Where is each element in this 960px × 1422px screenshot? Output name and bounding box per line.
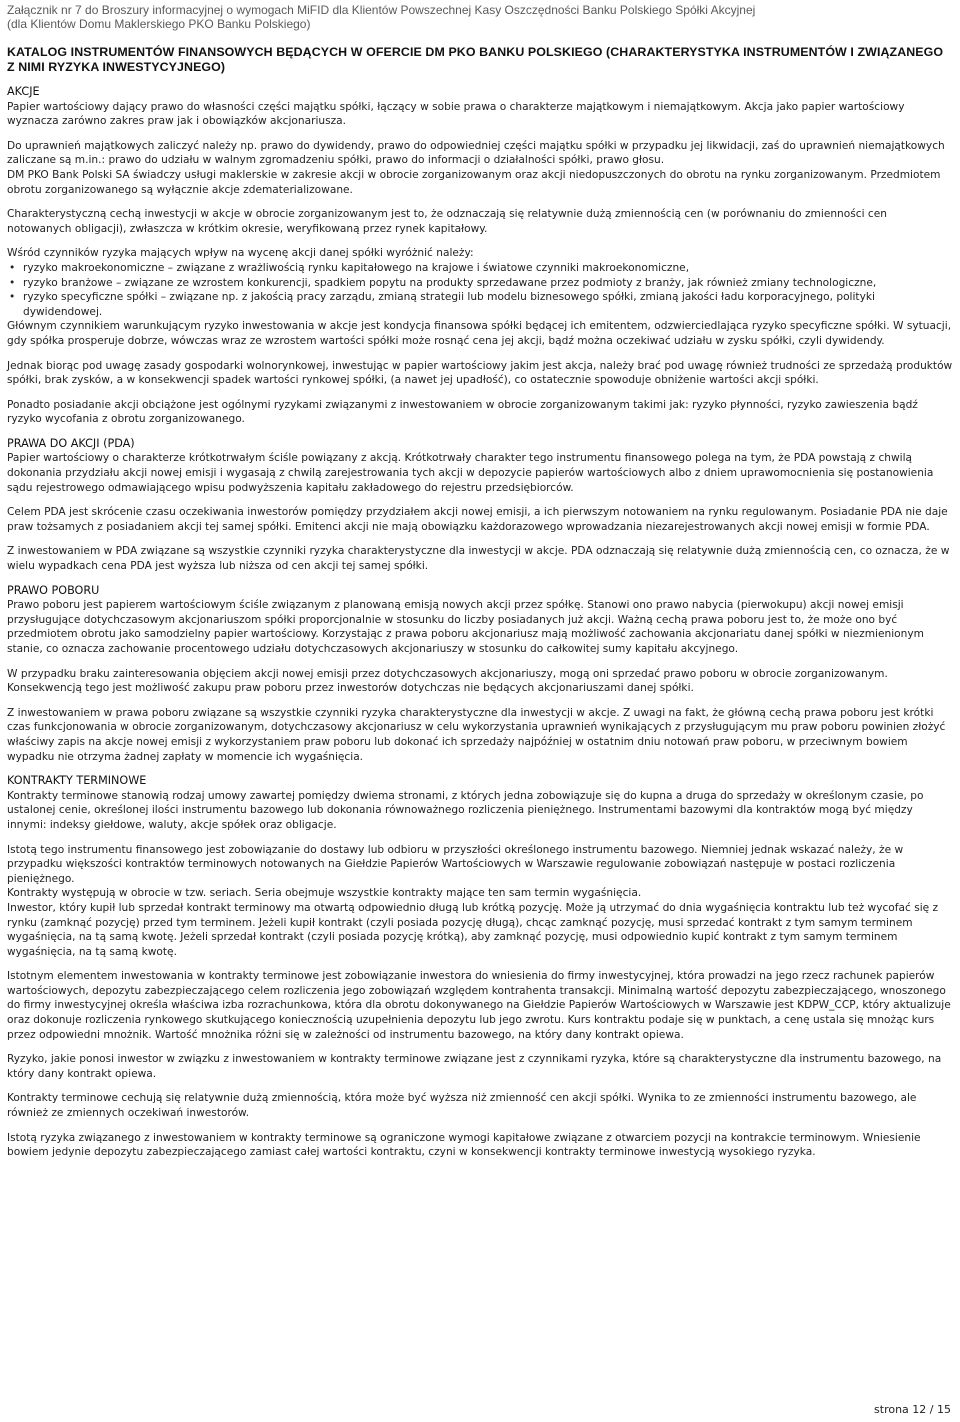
akcje-paragraph-6: Ponadto posiadanie akcji obciążone jest ogólnymi ryzykami związanymi z inwestowaniem w obrocie zorganizowanym takimi jak: ryzyko płynności, ryzyko zawieszenia bądź ryzyko wycofania z obrotu zorganizowanego. <box>7 398 918 426</box>
header-line-2: (dla Klientów Domu Maklerskiego PKO Banku Polskiego) <box>7 17 311 31</box>
kt-paragraph-4: Ryzyko, jakie ponosi inwestor w związku z inwestowaniem w kontrakty terminowe związane jest z czynnikami ryzyka, które są charakterystyczne dla instrumentu bazowego, na który dany kontrakt opiewa. <box>7 1053 942 1080</box>
header-line-1: Załącznik nr 7 do Broszury informacyjnej o wymogach MiFID dla Klientów Powszechnej Kasy Oszczędności Banku Polskiego Spółki Akcyjnej <box>7 3 756 17</box>
section-pda <box>7 437 954 574</box>
section-prawo-poboru <box>7 584 954 765</box>
document-title: KATALOG INSTRUMENTÓW FINANSOWYCH BĘDĄCYCH W OFERCIE DM PKO BANKU POLSKIEGO (CHARAKTERYSTYKA INSTRUMENTÓW I ZWIĄZANEGO Z NIMI RYZYKA INWESTYCYJNEGO) <box>7 45 944 74</box>
kt-paragraph-6: Istotą ryzyka związanego z inwestowaniem w kontrakty terminowe są ograniczone wymogi kapitałowe związane z otwarciem pozycji na kontrakcie terminowym. Wniesienie bowiem jedynie depozytu zabezpieczającego zamiast całej wartości kontraktu, czyni w konsekwencji kontrakty terminowe inwestycją wysokiego ryzyka. <box>7 1131 921 1159</box>
kt-paragraph-5: Kontrakty terminowe cechują się relatywnie dużą zmiennością, która może być wyższa niż zmienność cen akcji spółki. Wynika to ze zmienności instrumentu bazowego, ale również ze zmiennych oczekiwań inwestorów. <box>7 1092 917 1120</box>
list-item: • ryzyko branżowe – związane ze wzrostem konkurencji, spadkiem popytu na produkty sprzedawane przez podmioty z branży, jak również zmiany technologiczne, <box>7 276 954 291</box>
pp-paragraph-2: W przypadku braku zainteresowania objęciem akcji nowej emisji przez dotychczasowych akcjonariuszy, mogą oni sprzedać prawo poboru w obrocie zorganizowanym. Konsekwencją tego jest możliwość zakupu praw poboru przez inwestorów dotychczas nie będących akcjonariuszami danej spółki. <box>7 667 888 695</box>
section-heading-prawo-poboru: PRAWO POBORU <box>7 583 100 597</box>
akcje-risk-list <box>7 261 954 319</box>
akcje-paragraph-2b: DM PKO Bank Polski SA świadczy usługi maklerskie w zakresie akcji w obrocie zorganizowanym oraz akcji niedopuszczonych do obrotu na rynku zorganizowanym. Przedmiotem obrotu zorganizowanego są wyłącznie akcje zdematerializowane. <box>7 168 941 196</box>
akcje-paragraph-1: Papier wartościowy dający prawo do własności części majątku spółki, łączący w sobie prawa o charakterze majątkowym i niemajątkowym. Akcja jako papier wartościowy wyznacza zarówno zakres praw jak i obowiązków akcjonariusza. <box>7 100 905 128</box>
pda-paragraph-3: Z inwestowaniem w PDA związane są wszystkie czynniki ryzyka charakterystyczne dla inwestycji w akcje. PDA odznaczają się relatywnie dużą zmiennością cen, co oznacza, że w wielu wypadkach cena PDA jest wyższa lub niższa od cen akcji tej samej spółki. <box>7 545 950 573</box>
list-item: • ryzyko makroekonomiczne – związane z wrażliwością rynku kapitałowego na krajowe i światowe czynniki makroekonomiczne, <box>7 261 954 276</box>
list-item: • ryzyko specyficzne spółki – związane np. z jakością pracy zarządu, zmianą strategii lub modelu biznesowego spółki, zmianą jakości ładu korporacyjnego, polityki dywidendowej. <box>7 290 954 319</box>
section-akcje <box>7 85 954 427</box>
section-heading-pda: PRAWA DO AKCJI (PDA) <box>7 436 135 450</box>
kt-paragraph-2a: Istotą tego instrumentu finansowego jest zobowiązanie do dostawy lub odbioru w przyszłości określonego instrumentu bazowego. Niemniej jednak wskazać należy, że w przypadku większości kontraktów terminowych notowanych na Giełdzie Papierów Wartościowych w Warszawie regulowanie zobowiązań następuje w postaci rozliczenia pieniężnego. <box>7 843 904 885</box>
kt-paragraph-3: Istotnym elementem inwestowania w kontrakty terminowe jest zobowiązanie inwestora do wniesienia do firmy inwestycyjnej, która prowadzi na jego rzecz rachunek papierów wartościowych, depozytu zabezpieczającego celem rozliczenia jego zobowiązań względem kontrahenta transakcji. Minimalną wartość depozytu zabezpieczającego, wnoszonego do firmy inwestycyjnej określa właściwa izba rozrachunkowa, która dla obrotu dokonywanego na Giełdzie Papierów Wartościowych w Warszawie jest KDPW_CCP, który aktualizuje oraz dokonuje rozliczenia rynkowego skutkującego koniecznością uzupełnienia depozytu lub jego zwrotu. Kurs kontraktu podaje się w punktach, a cenę ustala się mnożąc kurs przez odpowiedni mnożnik. Wartość mnożnika różni się w zależności od instrumentu bazowego, na który dany kontrakt opiewa. <box>7 970 951 1041</box>
page-number: strona 12 / 15 <box>874 1403 951 1416</box>
akcje-paragraph-2a: Do uprawnień majątkowych zaliczyć należy np. prawo do dywidendy, prawo do odpowiedniej części majątku spółki w przypadku jej likwidacji, zaś do uprawnień niemajątkowych zaliczane są m.in.: prawo do udziału w walnym zgromadzeniu spółki, prawo do informacji o działalności spółki, prawo głosu. <box>7 139 945 167</box>
kt-paragraph-2b: Kontrakty występują w obrocie w tzw. seriach. Seria obejmuje wszystkie kontrakty mające ten sam termin wygaśnięcia. <box>7 887 642 900</box>
kt-paragraph-1: Kontrakty terminowe stanowią rodzaj umowy zawartej pomiędzy dwiema stronami, z których jedna zobowiązuje się do kupna a druga do sprzedaży w określonym czasie, po ustalonej cenie, określonej ilości instrumentu bazowego lub dokonania równoważnego rozliczenia pieniężnego. Instrumentami bazowymi dla kontraktów mogą być między innymi: indeksy giełdowe, waluty, akcje spółek oraz obligacje. <box>7 789 924 831</box>
akcje-paragraph-4: Głównym czynnikiem warunkującym ryzyko inwestowania w akcje jest kondycja finansowa spółki będącej ich emitentem, odzwierciedlająca ryzyko specyficzne spółki. W sytuacji, gdy spółka prosperuje dobrze, wówczas wraz ze wzrostem wartości spółki może rosnąć cena jej akcji, bądź można oczekiwać udziału w zysku spółki, czyli dywidendy. <box>7 320 952 347</box>
section-heading-kontrakty: KONTRAKTY TERMINOWE <box>7 774 147 788</box>
akcje-paragraph-3: Charakterystyczną cechą inwestycji w akcje w obrocie zorganizowanym jest to, że odznaczają się relatywnie dużą zmiennością cen (w porównaniu do zmienności cen notowanych obligacji), zwłaszcza w krótkim okresie, weryfikowaną przez rynek kapitałowy. <box>7 208 887 235</box>
akcje-risk-intro: Wśród czynników ryzyka mających wpływ na wycenę akcji danej spółki wyróżnić należy: <box>7 247 474 260</box>
pp-paragraph-1: Prawo poboru jest papierem wartościowym ściśle związanym z planowaną emisją nowych akcji przez spółkę. Stanowi ono prawo nabycia (pierwokupu) akcji nowej emisji przysługujące dotychczasowym akcjonariuszom spółki proporcjonalnie w stosunku do liczby posiadanych już akcji. Ważną cechą prawa poboru jest to, że może ono być przedmiotem obrotu jako samodzielny papier wartościowy. Korzystając z prawa poboru akcjonariusz mają możliwość zachowania akcjonariatu danej spółki w niezmienionym stanie, co oznacza zachowanie procentowego udziału dotychczasowych akcjonariuszy w stosunku do całkowitej sumy kapitału akcyjnego. <box>7 599 924 655</box>
section-heading-akcje: AKCJE <box>7 85 40 98</box>
pda-paragraph-2: Celem PDA jest skrócenie czasu oczekiwania inwestorów pomiędzy przydziałem akcji nowej emisji, a ich pierwszym notowaniem na rynku regulowanym. Posiadanie PDA nie daje praw tożsamych z posiadaniem akcji tej samej spółki. Emitenci akcji nie mają obowiązku każdorazowego wprowadzania niezarejestrowanych akcji nowej emisji w formie PDA. <box>7 506 948 533</box>
kt-paragraph-2c: Inwestor, który kupił lub sprzedał kontrakt terminowy ma otwartą odpowiednio długą lub krótką pozycję. Może ją utrzymać do dnia wygaśnięcia kontraktu lub też wycofać się z rynku (zamknąć pozycję) przed tym terminem. Jeżeli kupił kontrakt (czyli posiada pozycję długą), chcąc zamknąć pozycję, musi sprzedać kontrakt z tym samym terminem wygaśnięcia, na tą samą kwotę. Jeżeli sprzedał kontrakt (czyli posiada pozycję krótką), aby zamknąć pozycję, musi odpowiednio kupić kontrakt z tym samym terminem wygaśnięcia, na tą samą kwotę. <box>7 901 939 958</box>
pda-paragraph-1: Papier wartościowy o charakterze krótkotrwałym ściśle powiązany z akcją. Krótkotrwały charakter tego instrumentu finansowego polega na tym, że PDA powstają z chwilą dokonania przydziału akcji nowej emisji i wygasają z chwilą zarejestrowania tych akcji w depozycie papierów wartościowych albo z dniem uprawomocnienia się postanowienia sądu rejestrowego odmawiającego wpisu podwyższenia kapitału zakładowego do rejestru przedsiębiorców. <box>7 452 934 494</box>
pp-paragraph-3: Z inwestowaniem w prawa poboru związane są wszystkie czynniki ryzyka charakterystyczne dla inwestycji w akcje. Z uwagi na fakt, że główną cechą prawa poboru jest krótki czas funkcjonowania w obrocie zorganizowanym, dotychczasowy akcjonariusz w celu wykorzystania uprawnień wynikających z przysługującym mu praw poboru powinien złożyć właściwy zapis na akcje nowej emisji z wykorzystaniem praw poboru lub dokonać ich sprzedaży najpóźniej w ostatnim dniu notowań praw poboru, w przeciwnym bowiem wypadku nie otrzyma żadnej zapłaty w momencie ich wygaśnięcia. <box>7 706 946 763</box>
section-kontrakty-terminowe <box>7 774 954 1160</box>
akcje-paragraph-5: Jednak biorąc pod uwagę zasady gospodarki wolnorynkowej, inwestując w papier wartościowy jakim jest akcja, należy brać pod uwagę również trudności ze sprzedażą produktów spółki, brak zysków, a w konsekwencji spadek wartości rynkowej spółki, (a nawet jej upadłość), co ostatecznie spowoduje obniżenie wartości akcji spółki. <box>7 359 953 387</box>
